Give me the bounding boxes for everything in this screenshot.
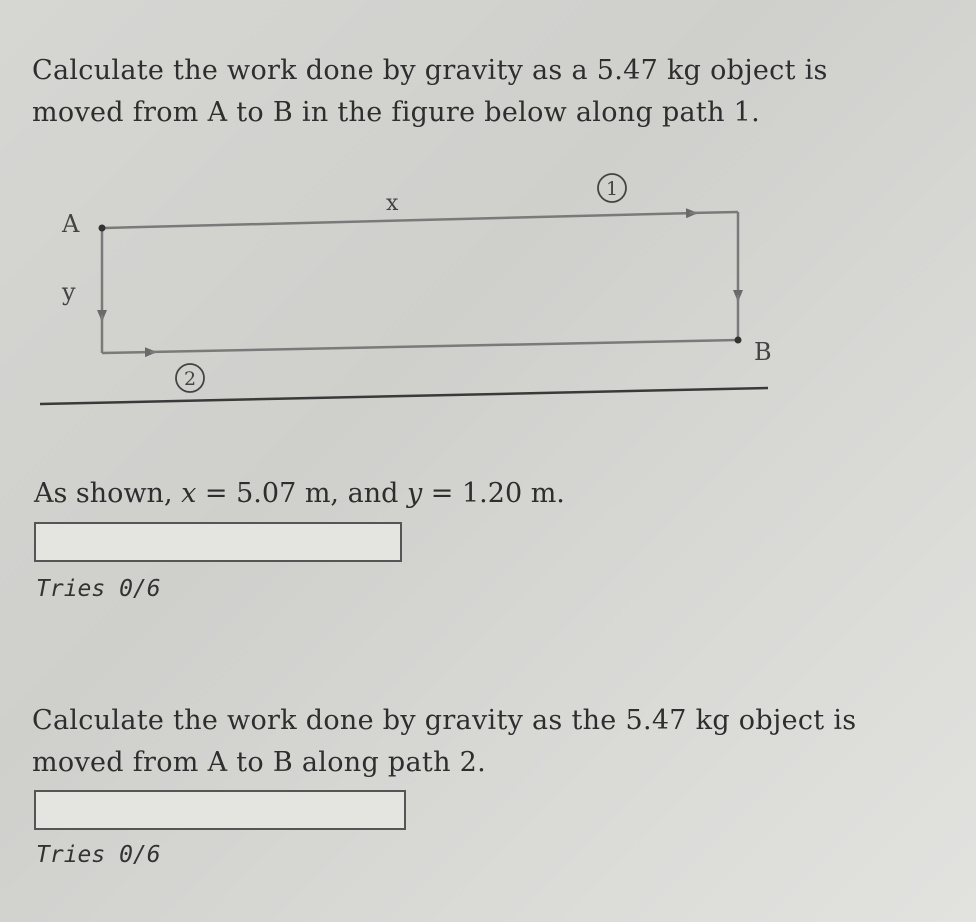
point-a-dot [99, 225, 106, 232]
path-1-horizontal [104, 213, 696, 228]
answer-2-input[interactable] [34, 790, 406, 830]
path-2-marker-label: 2 [183, 368, 197, 390]
answer-2-tries: Tries 0/6 [36, 842, 161, 868]
path-1-marker-label: 1 [605, 178, 619, 200]
question-1-text [32, 50, 932, 134]
path-1-right-segment [690, 212, 738, 213]
path-2-horizontal [102, 352, 155, 353]
given-x-value: = 5.07 m, and [196, 478, 407, 509]
given-y-value: = 1.20 m. [422, 478, 565, 509]
given-x-variable: x [181, 478, 197, 509]
answer-1-input[interactable] [34, 522, 402, 562]
question-1-line-1: Calculate the work done by gravity as a 5.47 kg object is [32, 55, 828, 86]
path-diagram [0, 160, 976, 420]
given-values [34, 478, 565, 509]
answer-1-tries: Tries 0/6 [36, 576, 161, 602]
given-prefix: As shown, [34, 478, 182, 509]
x-label: x [386, 191, 399, 216]
given-y-variable: y [406, 478, 423, 509]
question-2-line-2: moved from A to B along path 2. [32, 747, 486, 778]
y-label: y [62, 278, 76, 306]
path-2-horizontal-end [150, 340, 738, 352]
ground-line [40, 388, 768, 404]
question-1-line-2: moved from A to B in the figure below along path 1. [32, 97, 761, 128]
question-2-line-1: Calculate the work done by gravity as the 5.47 kg object is [32, 705, 857, 736]
point-b-label: B [754, 338, 772, 366]
point-a-label: A [62, 210, 80, 238]
question-2-text [32, 700, 932, 784]
point-b-dot [735, 337, 742, 344]
